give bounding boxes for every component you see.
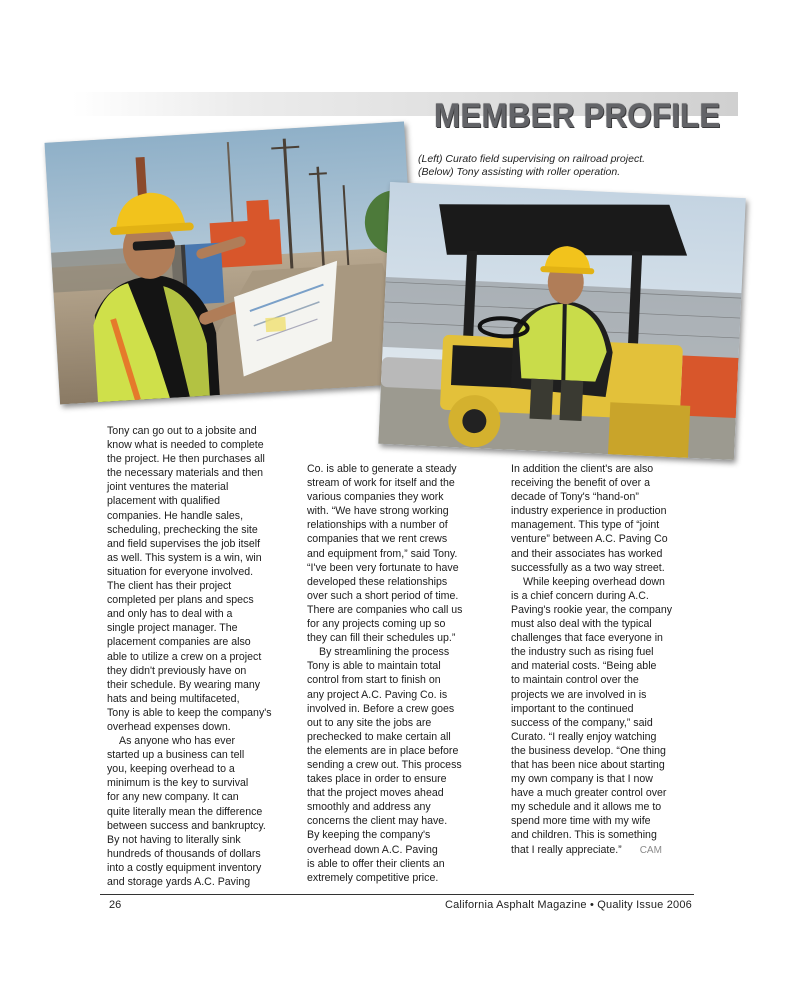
article-line: with. “We have strong working xyxy=(307,505,449,518)
article-line: Tony can go out to a jobsite and xyxy=(107,425,257,437)
page-number: 26 xyxy=(109,899,122,911)
article-line: minimum is the key to survival xyxy=(107,777,249,790)
article-line: that I really appreciate.” CAM xyxy=(511,843,662,856)
article-line: single project manager. The xyxy=(107,622,238,635)
article-line: placement companies are also xyxy=(107,636,251,649)
article-line: developed these relationships xyxy=(307,575,448,588)
article-line: In addition the client's are also xyxy=(511,463,654,475)
article-line: success of the company,” said xyxy=(511,716,653,729)
article-line: the business develop. “One thing xyxy=(511,744,666,757)
article-line: the elements are in place before xyxy=(307,744,459,757)
article-line: and field supervises the job itself xyxy=(107,537,261,550)
caption-line: (Left) Curato field supervising on railroad project. xyxy=(418,153,646,165)
article-line: stream of work for itself and the xyxy=(307,477,455,490)
footer-rule xyxy=(100,894,694,895)
article-line: prechecked to make certain all xyxy=(307,730,451,743)
article-line: Co. is able to generate a steady xyxy=(307,463,457,475)
article-line: between success and bankruptcy. xyxy=(107,819,266,832)
article-line: my own company is that I now xyxy=(511,773,653,786)
article-line: and children. This is something xyxy=(511,829,657,842)
article-line: overhead expenses down. xyxy=(107,720,231,733)
article-line: extremely competitive price. xyxy=(307,871,439,884)
article-line: and only has to deal with a xyxy=(107,608,233,621)
article-line: my schedule and it allows me to xyxy=(511,801,662,814)
article-line: As anyone who has ever xyxy=(119,735,236,748)
article-line: you, keeping overhead to a xyxy=(107,763,235,776)
article-line: control from start to finish on xyxy=(307,674,441,687)
article-line: the industry such as rising fuel xyxy=(511,646,654,659)
article-column-2 xyxy=(307,462,497,885)
article-line: Tony is able to maintain total xyxy=(307,660,441,673)
section-title: MEMBER PROFILE xyxy=(434,97,721,135)
article-line: management. This type of “joint xyxy=(511,519,660,532)
article-line: takes place in order to ensure xyxy=(307,773,447,786)
end-mark: CAM xyxy=(639,844,662,856)
article-line: The client has their project xyxy=(107,580,232,593)
article-line: out to any site the jobs are xyxy=(307,716,432,729)
article-line: various companies they work xyxy=(307,491,444,504)
article-line: and equipment from,” said Tony. xyxy=(307,547,458,560)
article-line: Curato. “I really enjoy watching xyxy=(511,730,657,743)
publication-footer: California Asphalt Magazine • Quality Issue 2006 xyxy=(444,899,692,911)
photo-roller-operation-image xyxy=(378,182,746,460)
article-line: must also deal with the typical xyxy=(511,618,652,631)
article-line: hundreds of thousands of dollars xyxy=(107,847,261,860)
photo-field-supervisor xyxy=(45,122,420,405)
article-line: for any projects coming up so xyxy=(307,618,446,631)
article-line: There are companies who call us xyxy=(307,603,463,616)
article-line: their schedule. By wearing many xyxy=(107,678,261,691)
article-line: involved in. Before a crew goes xyxy=(307,702,455,715)
article-line: have a much greater control over xyxy=(511,787,667,800)
article-line: concerns the client may have. xyxy=(307,815,448,828)
article-line: Tony is able to keep the company's xyxy=(107,706,272,719)
article-line: “I've been very fortunate to have xyxy=(307,561,459,574)
article-line: By not having to literally sink xyxy=(107,833,241,846)
article-line: projects we are involved in is xyxy=(511,688,647,701)
article-column-1 xyxy=(107,424,287,889)
article-line: companies. He handle sales, xyxy=(107,509,244,522)
article-line: any project A.C. Paving Co. is xyxy=(307,688,448,701)
article-line: relationships with a number of xyxy=(307,519,448,532)
article-line: and material costs. “Being able xyxy=(511,660,657,673)
article-line: as well. This system is a win, win xyxy=(107,551,262,564)
article-line: and storage yards A.C. Paving xyxy=(107,876,251,888)
article-line: for any new company. It can xyxy=(107,791,239,804)
article-line: is able to offer their clients an xyxy=(307,857,445,870)
article-line: the project. He then purchases all xyxy=(107,453,265,466)
article-line: spend more time with my wife xyxy=(511,815,651,828)
photo-caption xyxy=(418,153,658,179)
article-line: that has been nice about starting xyxy=(511,758,665,771)
article-line: completed per plans and specs xyxy=(107,594,254,607)
article-line: important to the continued xyxy=(511,702,634,715)
article-line: decade of Tony's “hand-on” xyxy=(511,491,639,504)
article-line: While keeping overhead down xyxy=(523,575,665,588)
article-column-3 xyxy=(511,462,701,858)
photo-field-supervisor-image xyxy=(45,122,420,405)
caption-line: (Below) Tony assisting with roller operation. xyxy=(418,166,621,178)
article-line: receiving the benefit of over a xyxy=(511,477,650,490)
article-line: quite literally mean the difference xyxy=(107,805,263,818)
article-line: they didn't previously have on xyxy=(107,664,247,677)
article-line: challenges that face everyone in xyxy=(511,632,663,645)
article-line: hats and being multifaceted, xyxy=(107,692,240,705)
photo-roller-operation xyxy=(378,182,746,460)
article-line: scheduling, prechecking the site xyxy=(107,523,258,536)
article-line: smoothly and address any xyxy=(307,801,431,814)
article-line: able to utilize a crew on a project xyxy=(107,650,262,663)
article-line: know what is needed to complete xyxy=(107,439,264,452)
article-line: over such a short period of time. xyxy=(307,589,459,602)
article-line: By streamlining the process xyxy=(319,646,450,659)
article-line: that the project moves ahead xyxy=(307,787,444,800)
article-line: venture” between A.C. Paving Co xyxy=(511,533,668,546)
article-line: sending a crew out. This process xyxy=(307,758,462,771)
article-line: started up a business can tell xyxy=(107,749,245,762)
article-line: Paving's rookie year, the company xyxy=(511,603,673,616)
article-line: into a costly equipment inventory xyxy=(107,861,262,874)
article-line: is a chief concern during A.C. xyxy=(511,589,649,602)
article-line: to maintain control over the xyxy=(511,674,639,687)
article-line: companies that we rent crews xyxy=(307,533,448,546)
article-line: successfully as a two way street. xyxy=(511,561,665,574)
article-line: situation for everyone involved. xyxy=(107,565,254,578)
article-line: they can fill their schedules up.” xyxy=(307,632,456,645)
article-line: joint ventures the material xyxy=(107,481,229,494)
article-line: the necessary materials and then xyxy=(107,467,264,480)
article-line: industry experience in production xyxy=(511,505,667,518)
article-line: placement with qualified xyxy=(107,495,221,508)
article-line: overhead down A.C. Paving xyxy=(307,843,438,856)
article-line: and their associates has worked xyxy=(511,547,663,560)
article-line: By keeping the company's xyxy=(307,829,431,842)
